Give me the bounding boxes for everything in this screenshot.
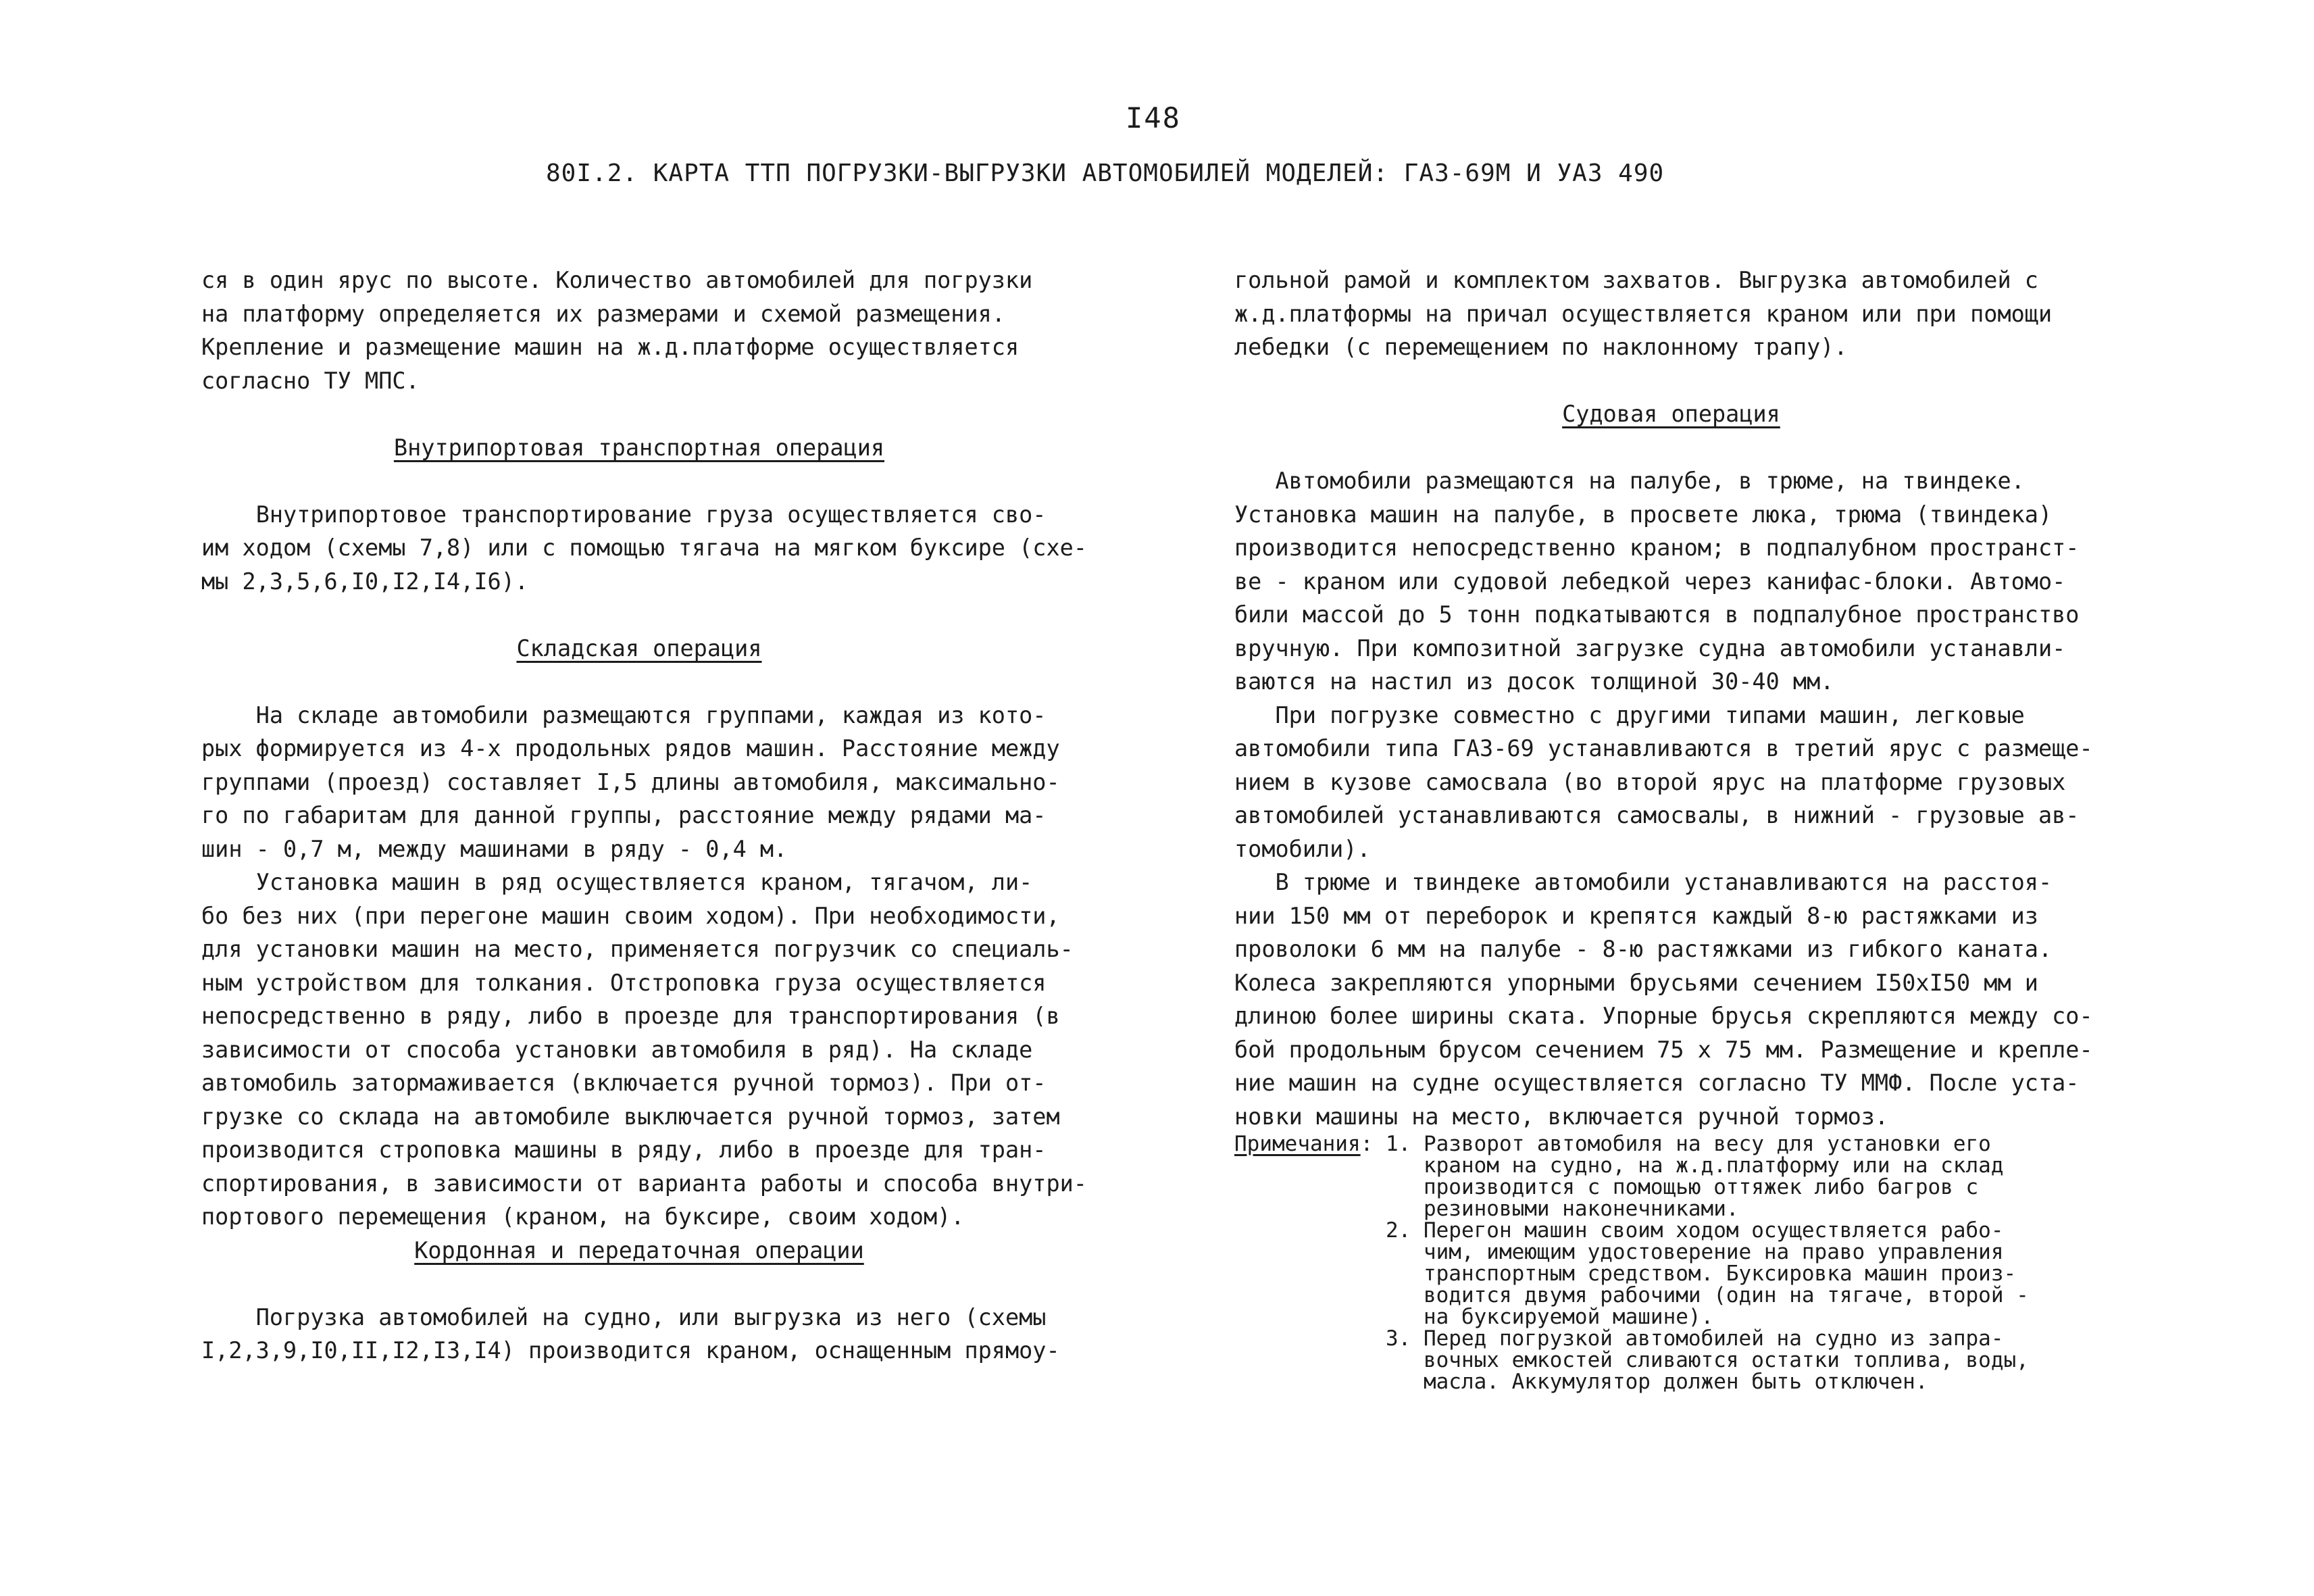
text-line: для установки машин на место, применяется погрузчик со специаль- bbox=[201, 936, 1074, 962]
text-line: на буксируемой машине). bbox=[1385, 1305, 1714, 1329]
text-line: непосредственно в ряду, либо в проезде для транспортирования (в bbox=[201, 1003, 1060, 1029]
note-1: Примечания: 1. Разворот автомобиля на весу для установки его bbox=[1234, 1132, 1991, 1156]
left-column bbox=[201, 264, 1087, 1368]
text-line: Установка машин на палубе, в просвете люка, трюма (твиндека) bbox=[1234, 501, 2053, 528]
text-line: Крепление и размещение машин на ж.д.платформе осуществляется bbox=[201, 334, 1020, 360]
text-line: В трюме и твиндеке автомобили устанавливаются на расстоя- bbox=[1275, 869, 2053, 895]
text-line: Внутрипортовое транспортирование груза осуществляется сво- bbox=[255, 501, 1047, 528]
text-line: При погрузке совместно с другими типами машин, легковые bbox=[1275, 701, 2025, 728]
text-line: бой продольным брусом сечением 75 х 75 мм. Размещение и крепле- bbox=[1234, 1036, 2093, 1063]
text-line: Установка машин в ряд осуществляется краном, тягачом, ли- bbox=[255, 869, 1033, 895]
text-line: новки машины на место, включается ручной тормоз. bbox=[1234, 1103, 1889, 1130]
text-line: I,2,3,9,I0,II,I2,I3,I4) производится краном, оснащенным прямоу- bbox=[201, 1337, 1060, 1364]
cordon-paragraph bbox=[201, 1301, 1077, 1368]
page-number: I48 bbox=[1126, 101, 1181, 134]
text-line: го по габаритам для данной группы, расстояние между рядами ма- bbox=[201, 802, 1047, 828]
text-line: чим, имеющим удостоверение на право управления bbox=[1385, 1240, 2004, 1264]
text-line: ным устройством для толкания. Отстроповка груза осуществляется bbox=[201, 969, 1047, 996]
text-line: масла. Аккумулятор должен быть отключен. bbox=[1385, 1370, 1928, 1394]
notes-block bbox=[1234, 1133, 2108, 1393]
text-line: длиною более ширины ската. Упорные брусья скрепляются между со- bbox=[1234, 1003, 2093, 1029]
document-title: 80I.2. КАРТА ТТП ПОГРУЗКИ-ВЫГРУЗКИ АВТОМОБИЛЕЙ МОДЕЛЕЙ: ГАЗ-69М И УАЗ 490 bbox=[546, 159, 1665, 187]
text-line: Колеса закрепляются упорными брусьями сечением I50хI50 мм и bbox=[1234, 969, 2038, 996]
text-line: спортирования, в зависимости от варианта работы и способа внутри- bbox=[201, 1170, 1087, 1197]
notes-label: Примечания bbox=[1234, 1132, 1361, 1156]
right-column bbox=[1234, 264, 2108, 1393]
text-line: им ходом (схемы 7,8) или с помощью тягача на мягком буксире (схе- bbox=[201, 534, 1087, 561]
text-line: ние машин на судне осуществляется согласно ТУ ММФ. После уста- bbox=[1234, 1070, 2080, 1096]
text-line: проволоки 6 мм на палубе - 8-ю растяжками из гибкого каната. bbox=[1234, 936, 2053, 962]
text-line: лебедки (с перемещением по наклонному трапу). bbox=[1234, 334, 1848, 360]
text-line: вочных емкостей сливаются остатки топлива, воды, bbox=[1385, 1348, 2029, 1372]
text-line: нии 150 мм от переборок и крепятся каждый 8-ю растяжками из bbox=[1234, 902, 2038, 929]
text-line: производится с помощью оттяжек либо багров с bbox=[1385, 1175, 1979, 1199]
text-line: вручную. При композитной загрузке судна автомобили устанавли- bbox=[1234, 634, 2066, 662]
text-line: на платформу определяется их размерами и схемой размещения. bbox=[201, 300, 1005, 327]
text-line: рых формируется из 4-х продольных рядов машин. Расстояние между bbox=[201, 735, 1060, 762]
text-line: зависимости от способа установки автомобиля в ряд). На складе bbox=[201, 1036, 1033, 1063]
warehouse-paragraph-2 bbox=[201, 866, 1087, 1234]
text-line: группами (проезд) составляет I,5 длины автомобиля, максимально- bbox=[201, 768, 1060, 795]
text-line: производится строповка машины в ряду, либо в проезде для тран- bbox=[201, 1137, 1047, 1163]
text-line: шин - 0,7 м, между машинами в ряду - 0,4 м. bbox=[201, 835, 788, 862]
text-line: транспортным средством. Буксировка машин произ- bbox=[1385, 1262, 2017, 1286]
ship-paragraph-1 bbox=[1234, 464, 2108, 699]
text-line: автомобиль затормаживается (включается ручной тормоз). При от- bbox=[201, 1070, 1047, 1096]
section-heading-intraport: Внутрипортовая транспортная операция bbox=[393, 434, 885, 461]
intraport-paragraph bbox=[201, 498, 1087, 599]
text-line: ж.д.платформы на причал осуществляется краном или при помощи bbox=[1234, 300, 2053, 327]
text-line: томобили). bbox=[1234, 835, 1371, 862]
text-line: Автомобили размещаются на палубе, в трюме, на твиндеке. bbox=[1275, 468, 2025, 494]
text-line: автомобили типа ГАЗ-69 устанавливаются в третий ярус с размеще- bbox=[1234, 735, 2093, 762]
text-line: ся в один ярус по высоте. Количество автомобилей для погрузки bbox=[201, 267, 1033, 293]
warehouse-paragraph-1 bbox=[201, 699, 1077, 866]
text-line: мы 2,3,5,6,I0,I2,I4,I6). bbox=[201, 568, 529, 595]
text-line: портового перемещения (краном, на буксире, своим ходом). bbox=[201, 1203, 965, 1230]
text-line: ваются на настил из досок толщиной 30-40 мм. bbox=[1234, 668, 1834, 695]
text-line: водится двумя рабочими (один на тягаче, второй - bbox=[1385, 1283, 2029, 1307]
section-heading-cordon: Кордонная и передаточная операции bbox=[414, 1237, 864, 1264]
text-line: бо без них (при перегоне машин своим ходом). При необходимости, bbox=[201, 902, 1060, 929]
note-2: 2. Перегон машин своим ходом осуществляется рабо- bbox=[1385, 1218, 2004, 1243]
ship-paragraph-2 bbox=[1234, 699, 2108, 866]
section-heading-warehouse: Складская операция bbox=[516, 634, 762, 662]
text-line: Погрузка автомобилей на судно, или выгрузка из него (схемы bbox=[255, 1303, 1047, 1330]
left-intro bbox=[201, 264, 1077, 397]
text-line: автомобилей устанавливаются самосвалы, в нижний - грузовые ав- bbox=[1234, 802, 2080, 828]
ship-paragraph-3 bbox=[1234, 866, 2108, 1133]
text-line: гольной рамой и комплектом захватов. Выгрузка автомобилей с bbox=[1234, 267, 2038, 293]
text-line: нием в кузове самосвала (во второй ярус на платформе грузовых bbox=[1234, 768, 2066, 795]
section-heading-ship: Судовая операция bbox=[1562, 401, 1780, 427]
note-3: 3. Перед погрузкой автомобилей на судно из запра- bbox=[1385, 1326, 2004, 1351]
text-line: резиновыми наконечниками. bbox=[1385, 1197, 1739, 1221]
right-intro bbox=[1234, 264, 2108, 364]
text-line: грузке со склада на автомобиле выключается ручной тормоз, затем bbox=[201, 1103, 1060, 1130]
text-line: согласно ТУ МПС. bbox=[201, 367, 420, 394]
text-line: На складе автомобили размещаются группами, каждая из кото- bbox=[255, 701, 1047, 728]
text-line: били массой до 5 тонн подкатываются в подпалубное пространство bbox=[1234, 601, 2080, 628]
text-line: ве - краном или судовой лебедкой через канифас-блоки. Автомо- bbox=[1234, 568, 2066, 595]
text-line: производится непосредственно краном; в подпалубном пространст- bbox=[1234, 534, 2080, 561]
text-line: краном на судно, на ж.д.платформу или на склад bbox=[1385, 1153, 2004, 1178]
